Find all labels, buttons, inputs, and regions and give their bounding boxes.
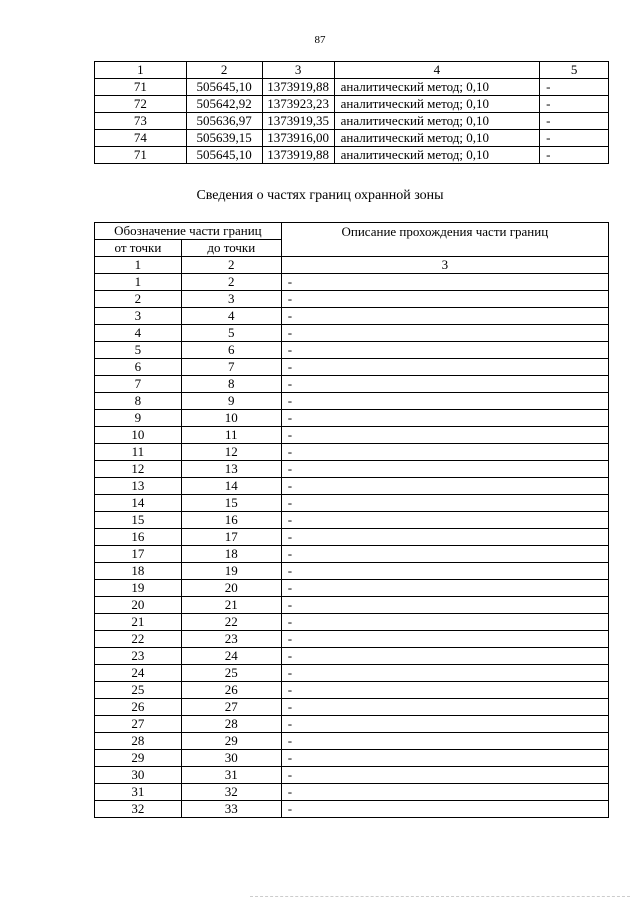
from-point-header: от точки [95,240,182,257]
from-point-cell: 29 [95,750,182,767]
table-cell: 71 [95,147,187,164]
coord-column-number: 5 [540,62,609,79]
table-row [95,512,609,529]
coord-column-number: 1 [95,62,187,79]
from-point-cell: 31 [95,784,182,801]
to-point-cell: 22 [181,614,281,631]
description-cell: - [281,359,608,376]
footer-divider [250,896,630,901]
to-point-cell: 12 [181,444,281,461]
table-row [95,393,609,410]
description-cell: - [281,529,608,546]
table-row [95,699,609,716]
description-cell: - [281,648,608,665]
from-point-cell: 9 [95,410,182,427]
table-cell: - [540,113,609,130]
table-cell: 74 [95,130,187,147]
table-cell: 73 [95,113,187,130]
to-point-cell: 27 [181,699,281,716]
description-cell: - [281,495,608,512]
table-row [95,147,609,164]
table-cell: 1373916,00 [262,130,334,147]
table-row [95,614,609,631]
table-cell: - [540,130,609,147]
from-point-cell: 16 [95,529,182,546]
description-cell: - [281,750,608,767]
description-cell: - [281,716,608,733]
table-row [95,79,609,96]
description-cell: - [281,563,608,580]
to-point-cell: 29 [181,733,281,750]
table-cell: 505645,10 [186,79,262,96]
group-header: Обозначение части границ [95,223,282,240]
to-point-cell: 21 [181,597,281,614]
description-cell: - [281,597,608,614]
description-cell: - [281,665,608,682]
description-cell: - [281,291,608,308]
description-cell: - [281,631,608,648]
table-row [95,325,609,342]
table-row [95,801,609,818]
from-point-cell: 12 [95,461,182,478]
table-cell: аналитический метод; 0,10 [334,113,540,130]
to-point-cell: 24 [181,648,281,665]
to-point-cell: 20 [181,580,281,597]
table-cell: 1373923,23 [262,96,334,113]
table-cell: 72 [95,96,187,113]
description-cell: - [281,274,608,291]
description-cell: - [281,410,608,427]
to-point-cell: 4 [181,308,281,325]
table-cell: - [540,147,609,164]
coord-column-number: 2 [186,62,262,79]
from-point-cell: 18 [95,563,182,580]
description-cell: - [281,682,608,699]
from-point-cell: 26 [95,699,182,716]
description-cell: - [281,427,608,444]
to-point-cell: 18 [181,546,281,563]
description-cell: - [281,614,608,631]
to-point-cell: 5 [181,325,281,342]
description-header: Описание прохождения части границ [281,223,608,257]
table-cell: 505642,92 [186,96,262,113]
table-row [95,410,609,427]
to-point-cell: 6 [181,342,281,359]
coordinates-table [94,61,609,164]
from-point-cell: 23 [95,648,182,665]
column-number: 1 [95,257,182,274]
table-row [95,580,609,597]
from-point-cell: 3 [95,308,182,325]
to-point-cell: 2 [181,274,281,291]
table-cell: - [540,96,609,113]
table-cell: аналитический метод; 0,10 [334,96,540,113]
from-point-cell: 24 [95,665,182,682]
table-row [95,376,609,393]
to-point-cell: 17 [181,529,281,546]
description-cell: - [281,512,608,529]
table-cell: 505636,97 [186,113,262,130]
description-cell: - [281,478,608,495]
page-number: 87 [314,34,326,46]
table-cell: 505639,15 [186,130,262,147]
table-row [95,130,609,147]
description-cell: - [281,376,608,393]
table-cell: 505645,10 [186,147,262,164]
table-row [95,342,609,359]
from-point-cell: 19 [95,580,182,597]
column-number: 2 [181,257,281,274]
from-point-cell: 4 [95,325,182,342]
to-point-cell: 33 [181,801,281,818]
coord-column-number: 4 [334,62,540,79]
table-row [95,784,609,801]
to-point-cell: 8 [181,376,281,393]
from-point-cell: 30 [95,767,182,784]
table-row [95,733,609,750]
description-cell: - [281,325,608,342]
table-cell: 71 [95,79,187,96]
to-point-cell: 31 [181,767,281,784]
from-point-cell: 27 [95,716,182,733]
description-cell: - [281,733,608,750]
to-point-cell: 7 [181,359,281,376]
table-row [95,631,609,648]
to-point-cell: 23 [181,631,281,648]
from-point-cell: 21 [95,614,182,631]
section-title: Сведения о частях границ охранной зоны [196,188,444,203]
from-point-cell: 20 [95,597,182,614]
table-cell: аналитический метод; 0,10 [334,130,540,147]
column-number: 3 [281,257,608,274]
description-cell: - [281,444,608,461]
from-point-cell: 17 [95,546,182,563]
table-row [95,665,609,682]
description-cell: - [281,580,608,597]
table-row [95,478,609,495]
table-row [95,563,609,580]
from-point-cell: 25 [95,682,182,699]
table-cell: - [540,79,609,96]
to-point-header: до точки [181,240,281,257]
coord-header-row [95,62,609,79]
from-point-cell: 28 [95,733,182,750]
description-cell: - [281,801,608,818]
table-row [95,427,609,444]
from-point-cell: 15 [95,512,182,529]
description-cell: - [281,784,608,801]
table-row [95,96,609,113]
table-row [95,750,609,767]
to-point-cell: 16 [181,512,281,529]
table-cell: 1373919,88 [262,147,334,164]
coord-column-number: 3 [262,62,334,79]
table-cell: аналитический метод; 0,10 [334,147,540,164]
table-cell: аналитический метод; 0,10 [334,79,540,96]
from-point-cell: 32 [95,801,182,818]
from-point-cell: 14 [95,495,182,512]
to-point-cell: 32 [181,784,281,801]
to-point-cell: 14 [181,478,281,495]
description-cell: - [281,546,608,563]
table-row [95,546,609,563]
to-point-cell: 26 [181,682,281,699]
to-point-cell: 25 [181,665,281,682]
table-row [95,461,609,478]
table-row [95,274,609,291]
table-row [95,716,609,733]
table-row [95,113,609,130]
from-point-cell: 2 [95,291,182,308]
boundary-parts-table [94,222,609,818]
to-point-cell: 10 [181,410,281,427]
table-cell: 1373919,88 [262,79,334,96]
to-point-cell: 30 [181,750,281,767]
table-row [95,444,609,461]
table-row [95,597,609,614]
to-point-cell: 3 [181,291,281,308]
description-cell: - [281,342,608,359]
table-row [95,682,609,699]
table-row [95,529,609,546]
from-point-cell: 10 [95,427,182,444]
from-point-cell: 1 [95,274,182,291]
description-cell: - [281,393,608,410]
to-point-cell: 11 [181,427,281,444]
table-row [95,495,609,512]
to-point-cell: 9 [181,393,281,410]
from-point-cell: 7 [95,376,182,393]
description-cell: - [281,767,608,784]
table-row [95,291,609,308]
from-point-cell: 6 [95,359,182,376]
to-point-cell: 19 [181,563,281,580]
description-cell: - [281,461,608,478]
from-point-cell: 13 [95,478,182,495]
table-row [95,648,609,665]
description-cell: - [281,308,608,325]
table-row [95,767,609,784]
from-point-cell: 5 [95,342,182,359]
to-point-cell: 13 [181,461,281,478]
to-point-cell: 15 [181,495,281,512]
description-cell: - [281,699,608,716]
table-row [95,308,609,325]
table-cell: 1373919,35 [262,113,334,130]
from-point-cell: 8 [95,393,182,410]
from-point-cell: 22 [95,631,182,648]
from-point-cell: 11 [95,444,182,461]
table-row [95,359,609,376]
to-point-cell: 28 [181,716,281,733]
